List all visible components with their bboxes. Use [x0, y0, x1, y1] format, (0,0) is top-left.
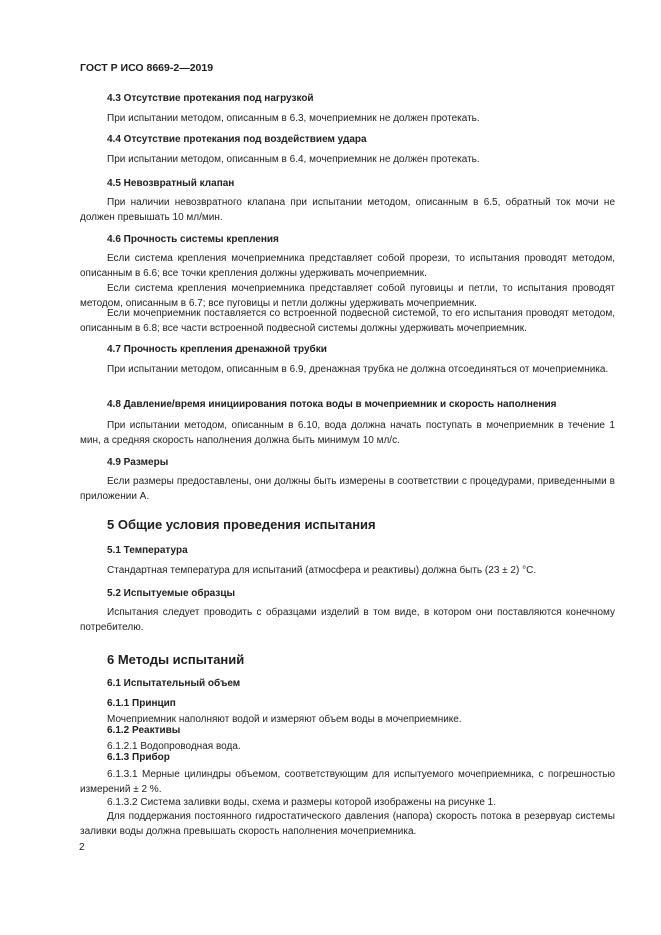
section-6-1-2-title: 6.1.2 Реактивы [107, 725, 181, 736]
section-4-6-paragraph-2: Если система крепления мочеприемника представляет собой пуговицы и петли, то испытания проводят методом, описанным в 6.7; все пуговицы и петли должны удерживать мочеприемник. [80, 283, 615, 309]
section-4-6-title: 4.6 Прочность системы крепления [107, 234, 279, 245]
page-number: 2 [79, 842, 85, 853]
section-4-6-paragraph-3: Если мочеприемник поставляется со встроенной подвесной системой, то его испытания проводят методом, описанным в 6.8; все части встроенной подвесной системы должны удерживать мочеприемник. [80, 308, 615, 334]
section-5-2-text: Испытания следует проводить с образцами изделий в том виде, в котором они поставляются конечному потребителю. [80, 607, 615, 633]
section-6-1-3-1-text: 6.1.3.1 Мерные цилиндры объемом, соответствующим для испытуемого мочеприемника, с погрешностью измерений ± 2 %. [80, 769, 615, 795]
section-6-1-1-title: 6.1.1 Принцип [107, 698, 176, 709]
section-4-4-title: 4.4 Отсутствие протекания под воздействием удара [107, 134, 367, 145]
section-6-1-2-1-text: 6.1.2.1 Водопроводная вода. [107, 741, 241, 752]
section-4-5-title: 4.5 Невозвратный клапан [107, 178, 235, 189]
section-6-1-3-2-text: 6.1.3.2 Система заливки воды, схема и размеры которой изображены на рисунке 1. [107, 797, 496, 808]
section-4-5-text: При наличии невозвратного клапана при испытании методом, описанным в 6.5, обратный ток мочи не должен превышать 10 мл/мин. [80, 197, 615, 223]
section-6-1-3-paragraph: Для поддержания постоянного гидростатического давления (напора) скорость потока в резервуар системы заливки воды должна превышать скорость наполнения мочеприемника. [80, 811, 615, 837]
section-4-9-text: Если размеры предоставлены, они должны быть измерены в соответствии с процедурами, приведенными в приложении А. [80, 476, 615, 502]
section-6-1-1-text: Мочеприемник наполняют водой и измеряют объем воды в мочеприемнике. [107, 714, 462, 725]
section-4-8-text: При испытании методом, описанным в 6.10, вода должна начать поступать в мочеприемник в течение 1 мин, а средняя скорость наполнения должна быть минимум 10 мл/с. [80, 420, 615, 446]
section-4-8-title: 4.8 Давление/время инициирования потока воды в мочеприемник и скорость наполнения [107, 399, 557, 410]
section-4-9-title: 4.9 Размеры [107, 457, 169, 468]
section-4-4-text: При испытании методом, описанным в 6.4, мочеприемник не должен протекать. [107, 154, 480, 165]
section-5-1-text: Стандартная температура для испытаний (атмосфера и реактивы) должна быть (23 ± 2) °С. [107, 565, 537, 576]
section-5-title: 5 Общие условия проведения испытания [107, 517, 376, 532]
section-6-1-3-title: 6.1.3 Прибор [107, 752, 170, 763]
section-4-3-title: 4.3 Отсутствие протекания под нагрузкой [107, 93, 314, 104]
section-4-6-paragraph-1: Если система крепления мочеприемника представляет собой прорези, то испытания проводят методом, описанным в 6.6; все точки крепления должны удерживать мочеприемник. [80, 253, 615, 279]
section-4-3-text: При испытании методом, описанным в 6.3, мочеприемник не должен протекать. [107, 113, 480, 124]
document-header: ГОСТ Р ИСО 8669-2—2019 [80, 62, 214, 74]
section-5-1-title: 5.1 Температура [107, 545, 188, 556]
section-4-7-title: 4.7 Прочность крепления дренажной трубки [107, 344, 327, 355]
section-6-1-title: 6.1 Испытательный объем [107, 678, 241, 689]
section-5-2-title: 5.2 Испытуемые образцы [107, 588, 236, 599]
section-4-7-text: При испытании методом, описанным в 6.9, дренажная трубка не должна отсоединяться от мочеприемника. [107, 364, 609, 375]
section-6-title: 6 Методы испытаний [107, 652, 245, 667]
